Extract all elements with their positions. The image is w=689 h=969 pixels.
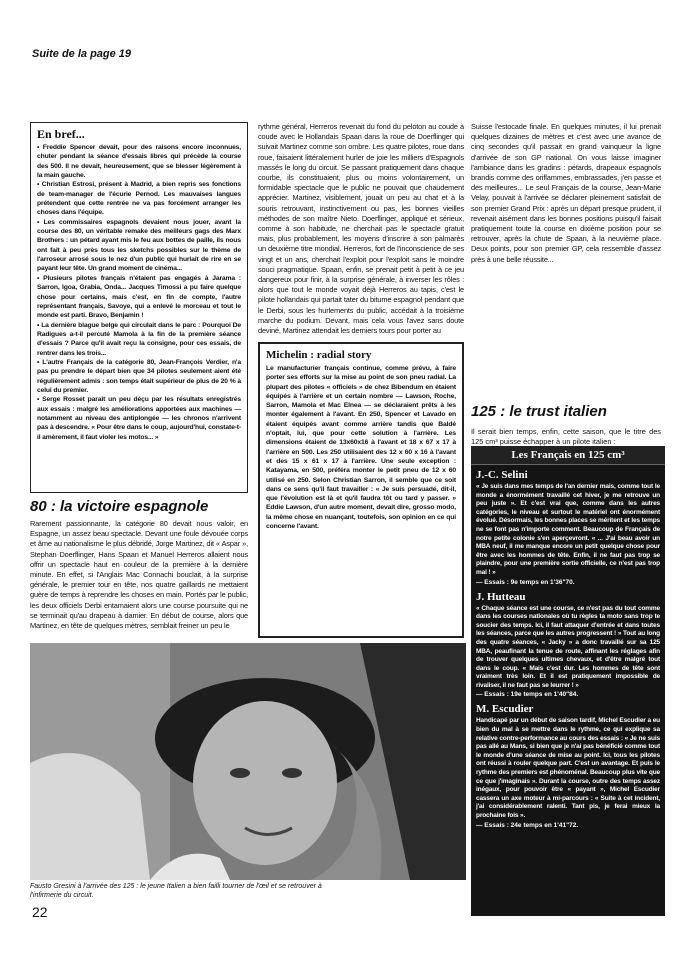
photo-caption: Fausto Gresini à l'arrivée des 125 : le jeune Italien a bien failli tourner de l'œil et se retrouver à l'infirmerie du circuit. bbox=[30, 883, 322, 899]
article-80-headline: 80 : la victoire espagnole bbox=[30, 498, 209, 515]
rider-result: — Essais : 9e temps en 1'36"70. bbox=[476, 578, 575, 586]
en-bref-item: • Les commissaires espagnols devaient nous jouer, avant la course des 80, un véritable remake des meilleurs gags des Marx Brothers : un pétard ayant mis le feu aux bottes de paille, ils nous ont fait à peu près tous les sketchs possibles sur le thème de l'arroseur arrosé sous le nez d'un public qui hurlait de rire en se payant leur tête. Un grand moment de cinéma... bbox=[37, 218, 241, 273]
article-125-headline-wrap bbox=[471, 403, 661, 421]
continued-label: Suite de la page 19 bbox=[32, 48, 132, 60]
en-bref-item: • Serge Rosset paraît un peu déçu par les résultats enregistrés aux essais : malgré les améliorations apportées aux machines — notamment au niveau des antiplongée — les chronos n'arrivent pas à descendre. « Pour être dans le coup, aujourd'hui, constate-t-il amèrement, il faut violer les motos... » bbox=[37, 396, 241, 441]
article-80-col3 bbox=[471, 122, 661, 397]
michelin-text: Le manufacturier français continue, comme prévu, à faire porter ses efforts sur la mise au point de son pneu radial. La plupart des pilotes « officiels » de chez Bibendum en étaient équipés à l'arrière et un certain nombre — Lawson, Roche, Sarron, Mamola et Mac Elnea — se déclaraient prêts à les monter également à l'avant. En 250, Spencer et Lavado en étaient équipés avant comme arrière tandis que Baldé n'optait, lui, que pour cette solution à l'arrière. Les dimensions étaient de 13x60x16 à l'avant et 18 x 67 x 17 à l'arrière en 500. Les 250 utilisaient des 12 x 60 x 16 à l'avant et des 15 x 61 x 17 à l'arrière. Une seule exception : Katayama, en 500, préféra monter le petit pneu de 12 x 60 utilisé en 250. Selon Christian Sarron, il semble que ce soit dans ce sens qu'il faut travailler : « Je suis persuadé, dit-il, que l'évolution est là et qu'il faudra tôt ou tard y passer. » Eddie Lawson, d'un autre moment, devait dire, grosso modo, la même chose en nuançant, toutefois, son opinion en ce qui concerne l'avant. bbox=[266, 365, 456, 531]
photo-illustration bbox=[30, 643, 466, 880]
gresini-photo bbox=[30, 643, 466, 880]
en-bref-title: En bref... bbox=[37, 127, 85, 141]
rider-result: — Essais : 19e temps en 1'40"84. bbox=[476, 691, 579, 699]
article-80-text-end: Suisse l'estocade finale. En quelques minutes, il lui prenait quelques dizaines de mètres et c'est avec une avance de cinq secondes qu'il passait en grand vainqueur la ligne d'arrivée de son GP national. On vous laisse imaginer l'ambiance dans les gradins : pétards, drapeaux espagnols brandis comme des oriflammes, embrassades, j'en passe et des meilleures... Le seul Français de la course, Jean-Marie Velay, pouvait à l'arrivée se déclarer pleinement satisfait de son premier Grand Prix : après un départ presque prudent, il revenait aisément dans les bonnes positions puisqu'il faisait pratiquement toute la course en dixième position pour se retrouver, après la chute de Spaan, à la neuvième place. Deux points, pour son premier GP, cela ressemble d'assez près à une belle réussite... bbox=[471, 122, 661, 264]
francais-125-panel bbox=[471, 446, 665, 916]
en-bref-item: • Christian Estrosi, présent à Madrid, a bien repris ses fonctions de team-manager de l'écurie Pernod. Les mauvaises langues prétendent que cette rentrée ne va pas forcément arranger les choses dans l'équipe. bbox=[37, 181, 241, 217]
en-bref-item: • Plusieurs pilotes français n'étaient pas engagés à Jarama : Sarron, Igoa, Grabia, Onda... Jacques Timossi a pu faire quelque chose pour certains, mais c'est, en fin de compte, l'autre représentant français, Savoye, qui a enlevé le morceau et tout le monde est parti. Bravo, Benjamin ! bbox=[37, 274, 241, 320]
page-number: 22 bbox=[32, 904, 48, 920]
article-80-col2 bbox=[258, 122, 464, 338]
rider-quote: « Je suis dans mes temps de l'an dernier mais, comme tout le monde a énormément travaillé cet hiver, je me retrouve un peu juste ». Et c'est vrai que, comme dans les autres catégories, le niveau et surtout le matériel ont énormément évolué. Désormais, les bonnes places se méritent et les temps ne se font pas n'importe comment. Beaucoup de Français de notre petite colonie s'en aperçevront. « ... J'ai beau avoir un MBA neuf, il me manque encore un petit quelque chose pour être avec les hommes de tête. Enfin, il ne faut pas trop se plaindre, pour une première sortie officielle, ce n'est pas trop mal ! » bbox=[476, 483, 660, 576]
article-80-text-cont: rythme général, Herreros revenait du fond du peloton au coude à coude avec le Hollandais Spaan dans la roue de Doerflinger qui suivait Martinez comme son ombre. Les quatre pilotes, roue dans roue, faisaient littéralement hurler de joie les milliers d'Espagnols massés le long du circuit. Se passant pratiquement dans chaque courbe, ils constituaient, plus ou moins volontairement, un formidable spectacle que le public ne pouvait que chaudement apprécier. Martinez, visiblement, jouait un peu au chat et à la souris retrouvant, instinctivement ou pas, les bonnes vieilles méthodes de son maître Nieto. Doerflinger, appliqué et sérieux, comme à son habitude, ne cherchait pas le spectacle gratuit mais, plus probablement, les moyens d'inscrire à son palmarès un deuxième titre mondial. Herreros, fort de l'inconscience de ses vingt et un ans, cherchait l'exploit pour l'exploit sans le moindre souci pragmatique. Spaan, enfin, se prenait petit à petit à ce jeu dangereux pour finir, à la surprise générale, à inverser les rôles : alors que tout le monde voyait déjà Herreros au tapis, c'est le pilote hollandais qui partait tater du bitume espagnol pendant que le Derbi, sous les hurlements du public, accédait à la troisième marche du podium. Devant, mais cela vous l'avez sans doute deviné, Martinez attendait les derniers tours pour porter au bbox=[258, 122, 464, 336]
rider-name: M. Escudier bbox=[476, 703, 534, 716]
article-125-text: Il serait bien temps, enfin, cette saison, que le titre des 125 cm³ puisse échapper à un pilote italien : bbox=[471, 427, 661, 447]
rider-quote: Handicapé par un début de saison tardif, Michel Escudier a eu bien du mal à se mettre dans le rythme, ce qui explique sa relative contre-performance au cours des essais : « Je ne suis pas allé au Mans, si bien que je n'ai pas bénéficié comme tout le monde d'une séance de mise au point. Ici, tous les pilotes ont réussi à rouler quelque part. C'est un avantage. Et puis le rythme des premiers est phénoménal. Beaucoup plus vite que ce que j'imaginais ». Durant la course, outre des temps assez inégaux, pour pouvoir être « payant », Michel Escudier cassera un axe moteur à mi-parcours : « Suite à cet incident, j'ai considérablement ralenti. Tant pis, je ferai mieux la prochaine fois ». bbox=[476, 717, 660, 819]
michelin-box bbox=[258, 342, 464, 638]
en-bref-item: • Freddie Spencer devait, pour des raisons encore inconnues, chuter pendant la séance d'essais libres qui précède la course des 500. Il ne devait, heureusement, que se blesser légèrement à la main gauche. bbox=[37, 144, 241, 180]
rider-name: J.-C. Selini bbox=[476, 469, 528, 481]
francais-125-title: Les Français en 125 cm³ bbox=[471, 446, 665, 465]
en-bref-item: • L'autre Français de la catégorie 80, Jean-François Verdier, n'a pas pu prendre le départ bien que 34 pilotes seulement aient été régulièrement admis : son temps était supérieur de plus de 20 % à celui du premier. bbox=[37, 358, 241, 394]
article-125-headline: 125 : le trust italien bbox=[471, 403, 607, 420]
article-80-col1 bbox=[30, 519, 248, 633]
page-header bbox=[32, 44, 131, 62]
article-80-headline-wrap bbox=[30, 498, 248, 516]
rider-quote: « Chaque séance est une course, ce n'est pas du tout comme dans les courses nationales où tu règles ta moto sans trop te soucier des temps. Ici, il faut attaquer d'entrée et dans toutes les séances, parce que les autres progressent ! » Tout au long des quatre séances, « Jacky » a donc travaillé sur sa 125 MBA, peaufinant la tenue de route, affinant les réglages afin de trouver quelques ultimes chevaux, et d'être malgré tout dans le coup. « Mais c'est dur. Les hommes de tête sont vraiment très loin. Et il est pratiquement impossible de rivaliser, il ne faut pas se leurrer ! » bbox=[476, 604, 660, 689]
rider-result: — Essais : 24e temps en 1'41"72. bbox=[476, 821, 579, 829]
article-80-text: Rarement passionnante, la catégorie 80 devait nous valoir, en Espagne, un assez beau spectacle. Devant une foule dévouée corps et âme au nationalisme le plus débridé, Jorge Martinez, dit « Aspar », Stephan Doerflinger, Hans Spaan et Manuel Herreros allaient nous offrir un spectacle haut en couleur de la première à la dernière minute. En effet, si l'Anglais Mac Connachi bouclait, à la surprise générale, le premier tour en tête, nos quatre gaillards ne mettaient guère de temps à reprendre les choses en main. Portés par le public, les deux officiels Derbi entamaient alors une course poursuite qui ne se terminait qu'au drapeau à damier. En début de course, alors que Martinez, en tête de quelques mètres, semblait freiner un peu le bbox=[30, 519, 248, 631]
en-bref-item: • La dernière blague belge qui circulait dans le parc : Pourquoi De Radigues a-t-il percuté Mamola à la fin de la première séance d'essais ? Parce qu'il avait reçu la consigne, pour ces essais, de rentrer dans les trois... bbox=[37, 321, 241, 357]
rider-name: J. Hutteau bbox=[476, 590, 526, 603]
michelin-title: Michelin : radial story bbox=[266, 349, 372, 361]
